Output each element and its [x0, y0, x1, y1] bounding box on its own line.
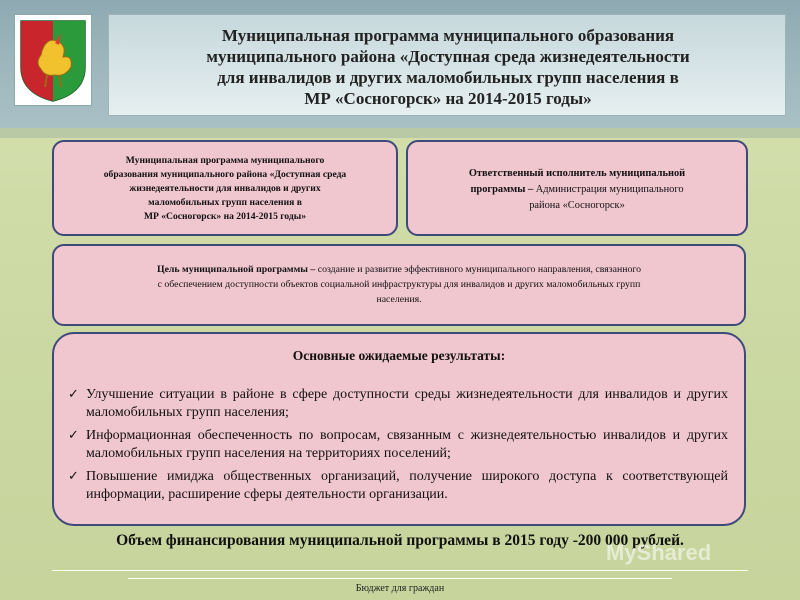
page-title: [109, 25, 787, 109]
program-card-line: МР «Сосногорск» на 2014-2015 годы»: [143, 211, 307, 222]
footer-rule: [52, 570, 748, 571]
program-card-line: маломобильных групп населения в: [148, 197, 302, 208]
title-panel: [108, 14, 786, 116]
header-stripe: [0, 128, 800, 138]
budget-caption: Бюджет для граждан: [355, 583, 445, 594]
result-item: [68, 427, 728, 462]
checkmark-icon: ✓: [68, 387, 79, 402]
executor-value-2: района «Сосногорск»: [529, 200, 625, 211]
checkmark-icon: ✓: [68, 469, 79, 484]
result-text: Повышение имиджа общественных организаций, получение широкого доступа к соответствующей информации, расширение сферы деятельности организации.: [86, 469, 728, 502]
goal-card-text: [64, 262, 734, 307]
executor-label-2: программы –: [470, 184, 534, 195]
result-text: Информационная обеспеченность по вопросам, связанным с жизнедеятельностью инвалидов и других маломобильных групп населения на территориях поселений;: [86, 428, 728, 461]
result-text: Улучшение ситуации в районе в сфере доступности среды жизнедеятельности для инвалидов и других маломобильных групп населения;: [86, 387, 728, 420]
title-line: для инвалидов и других маломобильных групп населения в: [217, 68, 679, 87]
goal-text-3: населения.: [376, 294, 422, 305]
goal-text-2: с обеспечением доступности объектов социальной инфраструктуры для инвалидов и других маломобильных групп: [157, 279, 641, 290]
title-line: Муниципальная программа муниципального образования: [221, 26, 675, 45]
footer-rule-short: [128, 578, 672, 579]
checkmark-icon: ✓: [68, 428, 79, 443]
result-item: [68, 386, 728, 421]
results-card: [52, 332, 746, 526]
title-line: муниципального района «Доступная среда жизнедеятельности: [206, 47, 690, 66]
program-card-line: образования муниципального района «Доступная среда: [103, 169, 347, 180]
program-card: [52, 140, 398, 236]
goal-label: Цель муниципальной программы –: [156, 264, 316, 275]
goal-text-1: создание и развитие эффективного муниципального направления, связанного: [315, 264, 642, 275]
results-list: [68, 386, 728, 503]
executor-value: Администрация муниципального: [533, 184, 684, 195]
watermark: MyShared: [606, 540, 712, 565]
title-line: МР «Сосногорск» на 2014-2015 годы»: [304, 89, 592, 108]
program-card-line: Муниципальная программа муниципального: [125, 155, 325, 166]
program-card-line: жизнедеятельности для инвалидов и других: [129, 183, 321, 194]
result-item: [68, 468, 728, 503]
financing-text: Объем финансирования муниципальной программы в 2015 году -200 000 рублей.: [116, 532, 684, 549]
goal-card: [52, 244, 746, 326]
results-heading: Основные ожидаемые результаты:: [292, 348, 506, 363]
program-card-text: [54, 154, 396, 224]
coat-of-arms-icon: [14, 14, 92, 106]
executor-card: [406, 140, 748, 236]
executor-card-text: [408, 166, 746, 214]
executor-label: Ответственный исполнитель муниципальной: [468, 168, 686, 179]
